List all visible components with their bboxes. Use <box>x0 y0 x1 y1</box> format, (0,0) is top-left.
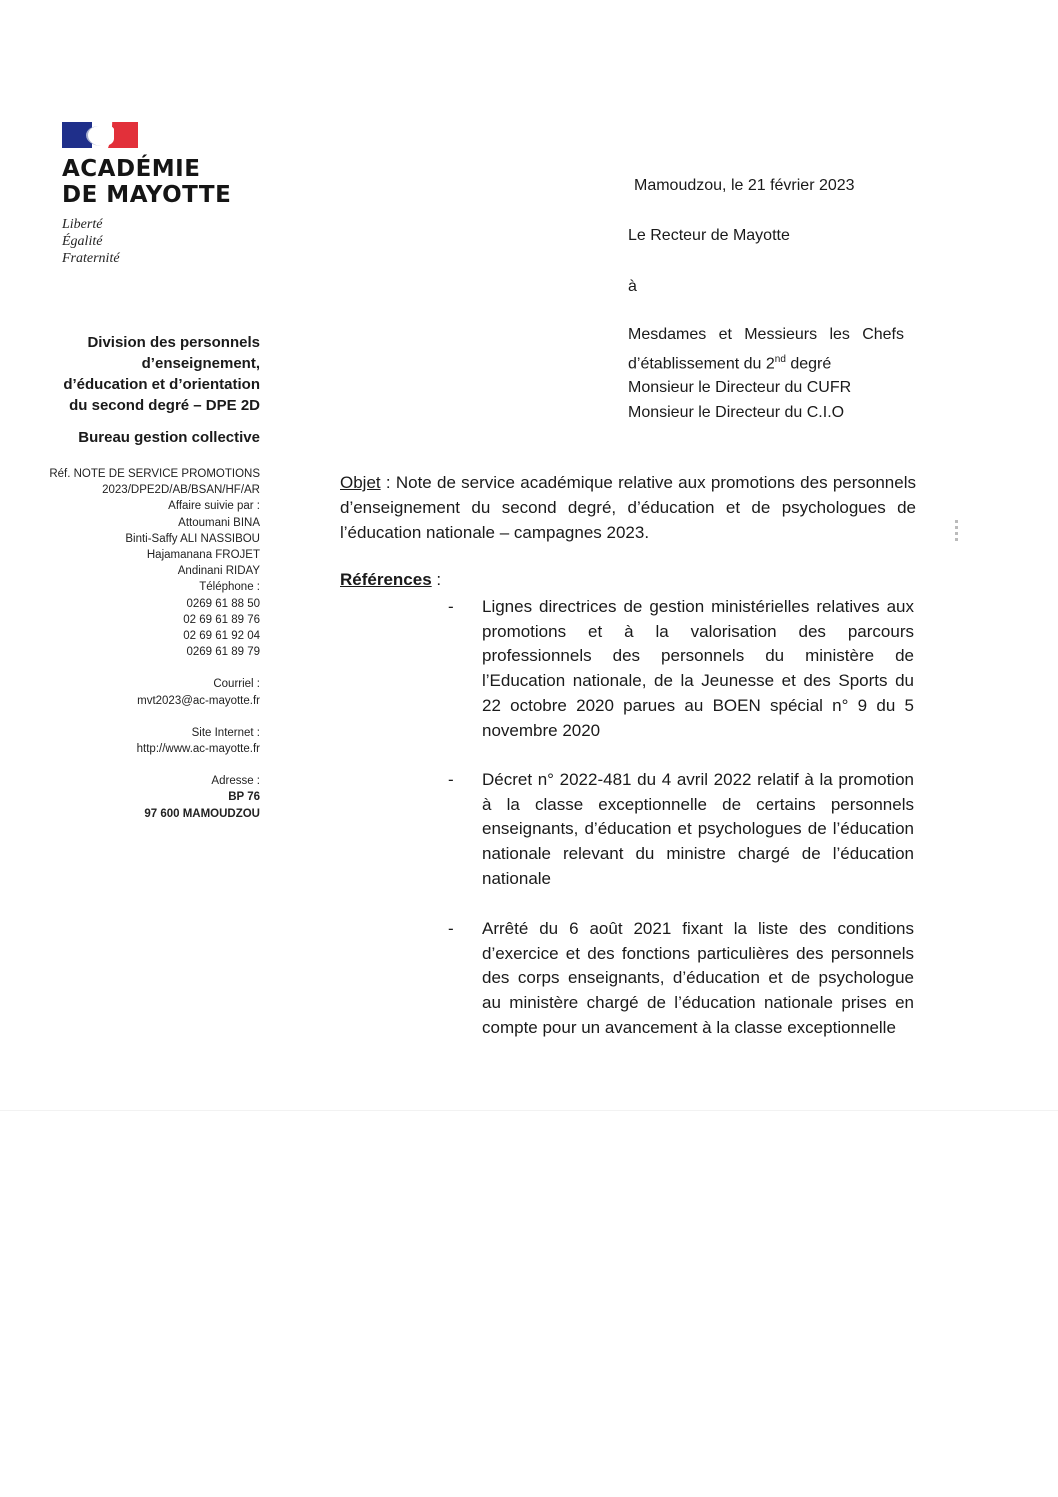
republic-motto: Liberté Égalité Fraternité <box>62 217 120 266</box>
email-address: mvt2023@ac-mayotte.fr <box>137 694 260 707</box>
phone-number: 0269 61 89 79 <box>186 646 260 659</box>
letter-recipients: Mesdames et Messieurs les Chefs d’établissement du 2nd degré Monsieur le Directeur du CUFR Monsieur le Directeur du C.I.O <box>628 326 904 421</box>
list-dash: - <box>448 919 454 938</box>
letter-date: Mamoudzou, le 21 février 2023 <box>634 177 855 194</box>
subject-label: Objet <box>340 473 381 492</box>
courriel-label: Courriel : <box>213 678 260 691</box>
scan-artifact <box>955 520 958 542</box>
agent-name: Hajamanana FROJET <box>146 549 260 562</box>
adresse-label: Adresse : <box>211 775 260 788</box>
marianne-flag-icon <box>62 122 138 148</box>
adresse-city: 97 600 MAMOUDZOU <box>144 807 260 820</box>
logo-title: ACADÉMIE DE MAYOTTE <box>62 156 232 208</box>
letter-to: à <box>628 278 637 295</box>
site-label: Site Internet : <box>191 726 260 739</box>
references-heading: Références : <box>340 570 442 589</box>
reference-line: Réf. NOTE DE SERVICE PROMOTIONS <box>49 468 260 480</box>
agent-name: Andinani RIDAY <box>177 565 260 578</box>
phone-number: 02 69 61 92 04 <box>183 630 260 643</box>
academie-logo <box>62 122 282 267</box>
letter-subject <box>340 470 916 545</box>
scan-fold-line <box>0 1110 1058 1111</box>
affaire-label: Affaire suivie par : <box>168 500 260 513</box>
reference-code: 2023/DPE2D/AB/BSAN/HF/AR <box>102 484 260 497</box>
list-dash: - <box>448 770 454 789</box>
agent-name: Attoumani BINA <box>178 516 260 529</box>
phone-number: 0269 61 88 50 <box>186 597 260 610</box>
bureau-name: Bureau gestion collective <box>78 429 260 446</box>
phone-number: 02 69 61 89 76 <box>183 613 260 626</box>
adresse-bp: BP 76 <box>228 791 260 804</box>
document-page: ACADÉMIE DE MAYOTTE Liberté Égalité Fraternité Division des personnels d’enseignement, d’éducation et d’orientation du second degré – DPE 2D Bureau gestion collective Réf. NOTE DE SERVICE PROMOTIONS 2023/DPE2D/AB/BSAN/HF/AR Affaire suivie par : Attoumani BINA Binti-Saffy ALI NASSIBOU Hajamanana FROJET Andinani RIDAY Téléphone : 0269 61 88 50 02 69 61 89 76 02 69 61 92 04 0269 61 89 79 Courriel : mvt2023@ac-mayotte.fr Site Internet : http://www.ac-mayotte.fr Adresse : BP 76 97 600 MAMOUDZOU Mamoudzou, le 21 février 2023 Le Recteur de Mayotte à Mesdames et Messieurs les Chefs d’établissement du 2nd degré Monsieur le Directeur du CUFR Monsieur le Directeur du C.I.O Objet : Note de service académique relative aux promotions des personnels d’enseignement du second degré, d’éducation et de psychologues de l’éducation nationale – campagnes 2023. Références : - Lignes directrices de gestion ministérielles relatives aux promotions et à la valorisation des parcours professionnels des personnels du ministère de l’Education nationale, de la Jeunesse et des Sports du 22 octobre 2020 parues au BOEN spécial n° 9 du 5 novembre 2020 - Décret n° 2022-481 du 4 avril 2022 relatif à la promotion à la classe exceptionnelle de certains personnels enseignants, d’éducation et psychologues de l’éducation nationale relevant du ministre chargé de l’éducation nationale - Arrêté du 6 août 2021 fixant la liste des conditions d’exercice et des fonctions particulières des personnels des corps enseignants, d’éducation et de psychologue au ministère chargé de l’éducation nationale prises en compte pour un avancement à la classe exceptionnelle <box>0 0 1058 1497</box>
website-url: http://www.ac-mayotte.fr <box>136 743 260 756</box>
contact-info <box>30 466 260 822</box>
division-name: Division des personnels d’enseignement, d’éducation et d’orientation du second degré – DPE 2D <box>63 334 260 414</box>
list-dash: - <box>448 597 454 616</box>
subject-text: : Note de service académique relative aux promotions des personnels d’enseignement du second degré, d’éducation et de psychologues de l’éducation nationale – campagnes 2023. <box>340 473 916 542</box>
letter-sender: Le Recteur de Mayotte <box>628 227 790 244</box>
agent-name: Binti-Saffy ALI NASSIBOU <box>125 532 260 545</box>
telephone-label: Téléphone : <box>199 581 260 594</box>
